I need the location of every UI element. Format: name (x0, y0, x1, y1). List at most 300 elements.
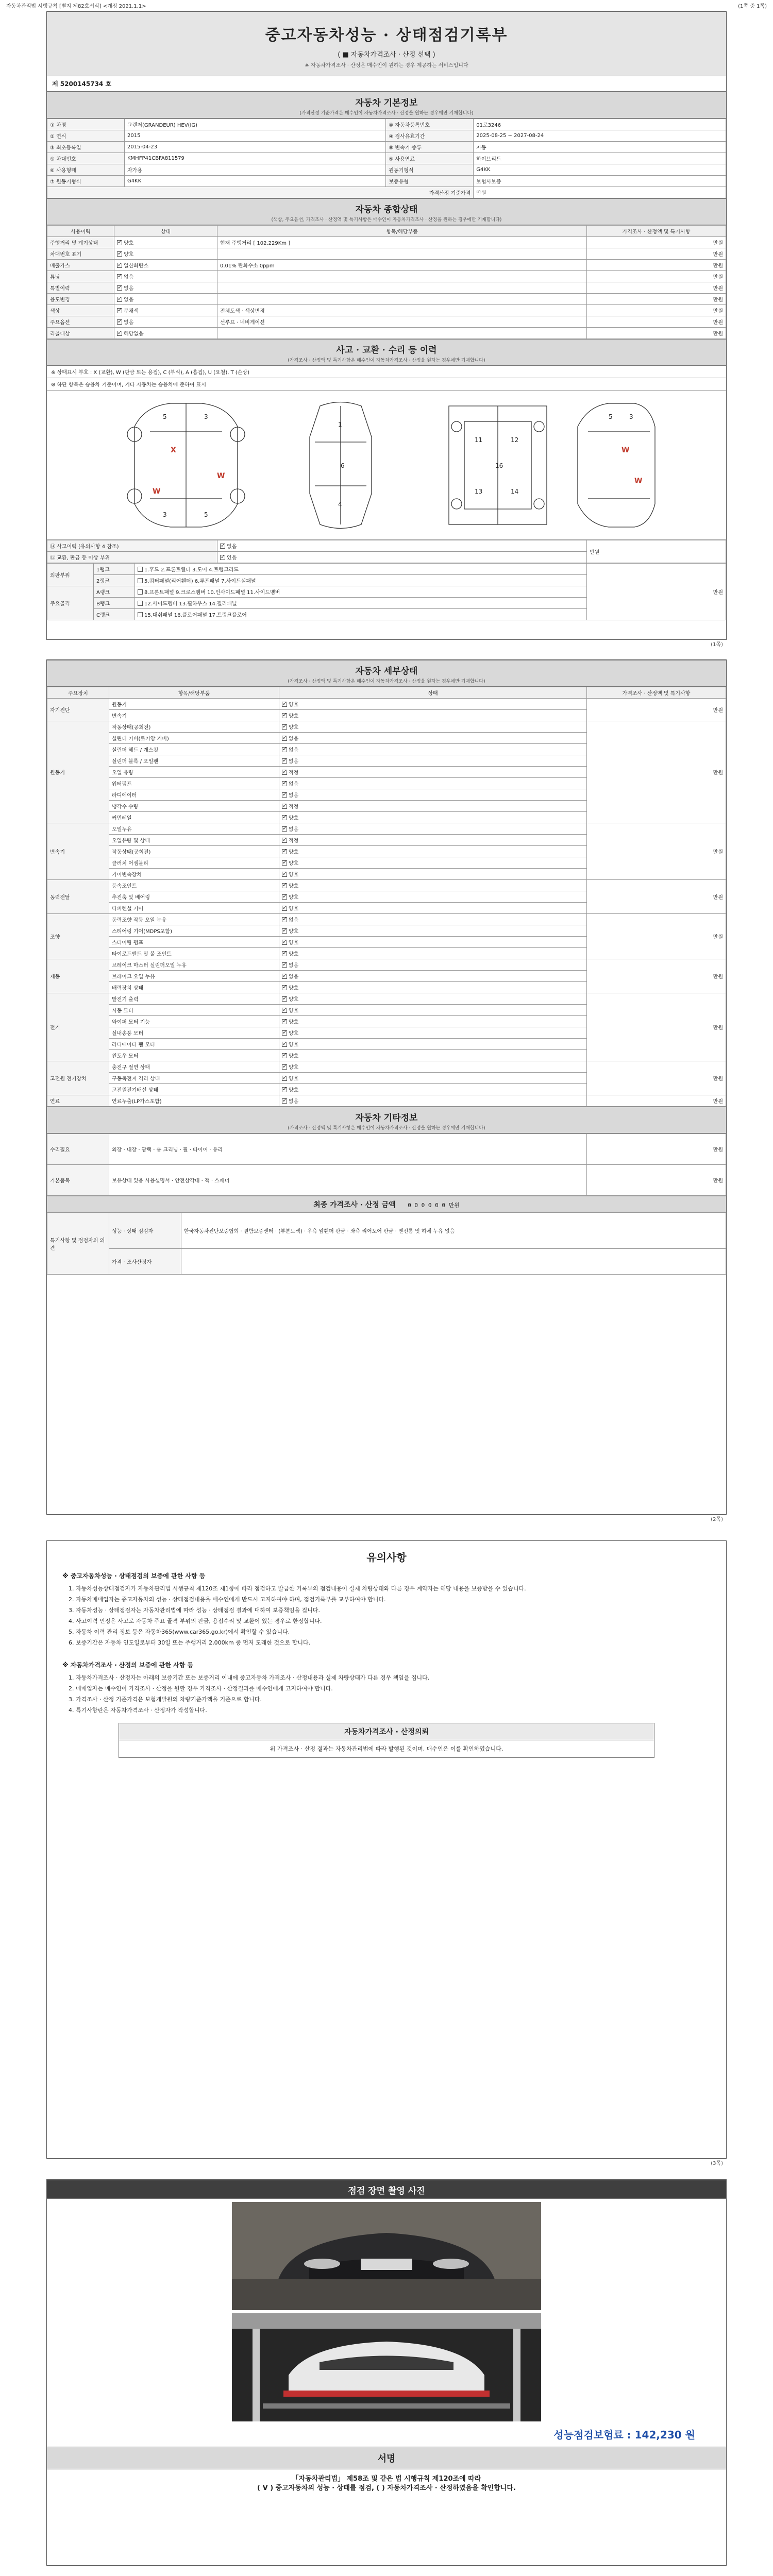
final-fee-value: 0 0 0 0 0 0 만원 (408, 1202, 460, 1209)
detail-state-label: 없음 (289, 974, 299, 980)
accident-legend: ※ 상태표시 부호 : X (교환), W (판금 또는 용접), C (부식), A (흠집), U (요철), T (손상) (47, 366, 726, 378)
overall-name: 차대번호 표기 (47, 248, 114, 260)
page-three (46, 1540, 727, 2166)
overall-name: 배출가스 (47, 260, 114, 271)
basic-label: ⑨ 사용연료 (386, 153, 474, 164)
overall-state-label: 없음 (124, 275, 134, 280)
document-number (47, 76, 726, 92)
rank-items (135, 586, 587, 598)
etc-row (47, 1165, 726, 1196)
detail-state (279, 959, 587, 971)
car-side-right (578, 403, 655, 527)
check-icon (282, 940, 287, 945)
detail-group: 고전원 전기장치 (47, 1061, 109, 1095)
check-icon (117, 274, 122, 279)
check-icon (282, 1019, 287, 1024)
check-icon (282, 985, 287, 990)
check-icon (282, 1030, 287, 1036)
detail-state (279, 948, 587, 959)
accident-remark: 만원 (587, 540, 726, 563)
etc-row (47, 1134, 726, 1165)
overall-state (114, 294, 217, 305)
rank-row (47, 564, 726, 575)
check-icon (117, 319, 122, 325)
detail-row (47, 993, 726, 1005)
svg-text:11: 11 (475, 436, 483, 444)
basic-value: 보험사보증 (474, 176, 726, 187)
rank-items-text: 8.프론트패널 9.크로스멤버 10.인사이드패널 11.사이드멤버 (144, 590, 280, 596)
final-fee-title: 최종 가격조사 · 산정 금액 (313, 1201, 396, 1209)
check-icon (117, 240, 122, 245)
detail-state (279, 699, 587, 710)
detail-item: 오일유량 및 상태 (109, 835, 279, 846)
detail-state (279, 710, 587, 721)
document-subtitle: ( ■ 자동차가격조사 · 산정 선택 ) (338, 51, 435, 59)
detail-state (279, 812, 587, 823)
price-request-body: 위 가격조사 · 산정 결과는 자동차관리법에 따라 발행된 것이며, 매수인은 이를 확인하였습니다. (270, 1745, 503, 1752)
basic-label: ② 연식 (47, 130, 125, 142)
form-reference: 자동차관리법 시행규칙 [별지 제82호서식] <개정 2021.1.1> (6, 4, 146, 9)
basic-label: 보증유형 (386, 176, 474, 187)
detail-state-label: 없음 (289, 736, 299, 742)
detail-state (279, 1095, 587, 1107)
overall-remark: 만원 (587, 294, 726, 305)
top-bar (0, 0, 773, 9)
basic-value: 자동 (474, 142, 726, 153)
page-one (46, 11, 727, 648)
detail-state-label: 양호 (289, 1008, 299, 1014)
detail-item: 시동 모터 (109, 1005, 279, 1016)
overall-state (114, 248, 217, 260)
check-icon (282, 713, 287, 718)
check-icon (117, 263, 122, 268)
detail-item: 발전기 출력 (109, 993, 279, 1005)
check-icon (282, 962, 287, 968)
check-icon (282, 838, 287, 843)
detail-item: 브레이크 오일 누유 (109, 971, 279, 982)
detail-item: 등속조인트 (109, 880, 279, 891)
notice-item: 2. 자동차매매업자는 중고자동차의 성능 · 상태점검내용을 매수인에게 반드시 고지하여야 하며, 점검기록부를 교부하여야 합니다. (69, 1596, 386, 1603)
check-icon (282, 758, 287, 764)
detail-item: 충전구 절연 상태 (109, 1061, 279, 1073)
opinion-text-2 (181, 1249, 726, 1275)
basic-value: G4KK (474, 164, 726, 176)
etc-name: 수리필요 (47, 1134, 109, 1165)
detail-state (279, 721, 587, 733)
detail-row (47, 699, 726, 710)
opinion-text-1: 한국자동차진단보증협회 · 결함보증센터 · (부분도색) · 우측 앞휀더 판금 · 좌측 리어도어 판금 · 엔진룸 및 하체 누유 없음 (181, 1213, 726, 1249)
detail-item: 오일누유 (109, 823, 279, 835)
check-icon (282, 928, 287, 934)
etc-note: (가격조사 · 산정액 및 특기사항은 매수인이 자동차가격조사 · 산정을 원하는 경우에만 기재합니다) (288, 1126, 485, 1131)
detail-item: 고전원전기배선 상태 (109, 1084, 279, 1095)
check-icon (282, 1098, 287, 1104)
detail-state (279, 891, 587, 903)
check-icon (117, 331, 122, 336)
svg-text:5: 5 (163, 413, 167, 420)
detail-state-label: 없음 (289, 748, 299, 753)
accident-title: 사고 · 교환 · 수리 등 이력 (336, 345, 437, 355)
opinion-sub-1: 성능 · 상태 점검자 (109, 1213, 181, 1249)
detail-item: 동력조향 작동 오일 누유 (109, 914, 279, 925)
overall-remark: 만원 (587, 305, 726, 316)
overall-remark: 만원 (587, 328, 726, 339)
notice-item: 1. 자동차가격조사 · 산정자는 아래의 보증기간 또는 보증거리 이내에 중고자동차 가격조사 · 산정내용과 실제 차량상태가 다른 경우 책임을 집니다. (69, 1674, 430, 1681)
accident-table (47, 540, 726, 563)
detail-col-state: 상태 (279, 687, 587, 699)
rank-items (135, 575, 587, 586)
detail-state (279, 767, 587, 778)
overall-state-label: 양호 (124, 252, 134, 258)
detail-state-label: 양호 (289, 1076, 299, 1082)
detail-item: 구동축전지 격리 상태 (109, 1073, 279, 1084)
rank-items (135, 598, 587, 609)
check-icon (282, 826, 287, 832)
detail-state (279, 744, 587, 755)
notice-item: 5. 자동차 이력 관리 정보 등은 자동차365(www.car365.go.kr)에서 확인할 수 있습니다. (69, 1629, 290, 1635)
detail-state-label: 양호 (289, 872, 299, 878)
check-icon (282, 792, 287, 798)
detail-state-label: 양호 (289, 1042, 299, 1048)
overall-col-remark: 가격조사 · 산정액 및 특기사항 (587, 226, 726, 237)
check-icon (282, 860, 287, 866)
detail-state (279, 971, 587, 982)
detail-item: 실린더 헤드 / 개스킷 (109, 744, 279, 755)
detail-row (47, 880, 726, 891)
notice-item: 1. 자동차성능상태점검자가 자동차관리법 시행규칙 제120조 제1항에 따라 점검하고 발급한 기록부의 점검내용이 실제 차량상태와 다른 경우 계약자는 해당 내용을 보증받을 수 있습니다. (69, 1585, 526, 1592)
check-icon (282, 781, 287, 786)
doc-no-label: 제 (52, 80, 58, 88)
check-icon (282, 747, 287, 752)
insurance-fee-label: 성능점검보험료 (553, 2429, 624, 2441)
svg-text:14: 14 (511, 488, 519, 495)
svg-text:5: 5 (609, 413, 613, 420)
overall-name: 주행거리 및 계기상태 (47, 237, 114, 248)
detail-header (47, 660, 726, 687)
overall-state-label: 없음 (124, 297, 134, 303)
detail-item: 스티어링 펌프 (109, 937, 279, 948)
detail-state-label: 양호 (289, 714, 299, 719)
detail-state-label: 양호 (289, 952, 299, 957)
document-header (47, 12, 726, 76)
etc-remark: 만원 (587, 1165, 726, 1196)
rank-items-text: 12.사이드멤버 13.휠하우스 14.필러패널 (144, 601, 237, 607)
detail-item: 실린더 커버(로커암 커버) (109, 733, 279, 744)
page-number-1: (1쪽) (711, 642, 723, 648)
detail-item: 작동상태(공회전) (109, 721, 279, 733)
detail-state (279, 914, 587, 925)
detail-note: (가격조사 · 산정액 및 특기사항은 매수인이 자동차가격조사 · 산정을 원하는 경우에만 기재합니다) (288, 679, 485, 684)
detail-state (279, 857, 587, 869)
inspection-photo-1 (232, 2202, 541, 2310)
mark-w-3: W (621, 446, 630, 454)
overall-detail: 현재 주행거리 [ 102,229Km ] (217, 237, 587, 248)
page-count: (1쪽 중 1쪽) (738, 4, 767, 9)
detail-state (279, 925, 587, 937)
overall-col-item: 항목/해당부품 (217, 226, 587, 237)
notice-item: 3. 가격조사 · 산정 기준가격은 보험개발원의 차량기준가액을 기준으로 합니다. (69, 1696, 262, 1703)
notice-item: 3. 자동차성능 · 상태점검자는 자동차관리법에 따라 성능 · 상태점검 결과에 대하여 보증책임을 집니다. (69, 1607, 320, 1614)
notice-sub-1: ※ 중고자동차성능 · 상태점검의 보증에 관한 사항 등 (62, 1572, 206, 1580)
detail-row (47, 1061, 726, 1073)
detail-state-label: 양호 (289, 997, 299, 1003)
doc-no-suffix: 호 (105, 80, 112, 88)
svg-text:1: 1 (338, 421, 342, 428)
detail-state-label: 양호 (289, 1088, 299, 1093)
photo-car-front (232, 2202, 541, 2310)
check-icon (117, 251, 122, 257)
detail-item: 스티어링 기어(MDPS포함) (109, 925, 279, 937)
signature-line-1: 「자동차관리법」 제58조 및 같은 법 시행규칙 제120조에 따라 (292, 2475, 481, 2483)
detail-group: 변속기 (47, 823, 109, 880)
overall-detail (217, 282, 587, 294)
page-two (46, 659, 727, 1522)
basic-label: 원동기형식 (386, 164, 474, 176)
detail-remark: 만원 (587, 1061, 726, 1095)
rank-items (135, 609, 587, 620)
detail-item: 커먼레일 (109, 812, 279, 823)
photo-car-lift (232, 2313, 541, 2421)
svg-text:16: 16 (495, 462, 503, 469)
detail-row (47, 959, 726, 971)
rank-items (135, 564, 587, 575)
signature-line-2: ( V ) 중고자동차의 성능 · 상태를 점검, ( ) 자동차가격조사 · 산정하였음을 확인합니다. (257, 2484, 516, 2492)
svg-text:3: 3 (204, 413, 208, 420)
detail-state-label: 없음 (289, 1099, 299, 1105)
detail-item: 워터펌프 (109, 778, 279, 789)
basic-label: ① 차명 (47, 119, 125, 130)
overall-name: 리콜대상 (47, 328, 114, 339)
overall-detail (217, 328, 587, 339)
check-icon (282, 804, 287, 809)
basic-value: 하이브리드 (474, 153, 726, 164)
photos-title: 점검 장면 촬영 사진 (348, 2186, 425, 2196)
check-icon (282, 1064, 287, 1070)
detail-state (279, 1061, 587, 1073)
overall-row (47, 260, 726, 271)
basic-label: ⑩ 자동차등록번호 (386, 119, 474, 130)
detail-remark: 만원 (587, 959, 726, 993)
detail-row (47, 1095, 726, 1107)
overall-remark: 만원 (587, 271, 726, 282)
detail-state-label: 양호 (289, 906, 299, 912)
overall-row (47, 294, 726, 305)
basic-info-table (47, 118, 726, 198)
detail-state-label: 양호 (289, 1054, 299, 1059)
basic-info-row (47, 119, 726, 130)
overall-name: 용도변경 (47, 294, 114, 305)
detail-state (279, 993, 587, 1005)
detail-state-label: 양호 (289, 1065, 299, 1071)
detail-item: 클러치 어셈블리 (109, 857, 279, 869)
overall-detail (217, 248, 587, 260)
check-icon (282, 974, 287, 979)
detail-state (279, 1084, 587, 1095)
etc-items: 외장 · 내장 · 광택 · 룸 크리닝 · 휠 · 타이어 · 유리 (109, 1134, 587, 1165)
detail-item: 윈도우 모터 (109, 1050, 279, 1061)
doc-no-value: 5200145734 (60, 80, 104, 88)
detail-title: 자동차 세부상태 (355, 666, 418, 676)
basic-label: ③ 최초등록일 (47, 142, 125, 153)
overall-remark: 만원 (587, 248, 726, 260)
overall-state (114, 260, 217, 271)
notice-list-2 (47, 1672, 726, 1716)
check-icon (282, 996, 287, 1002)
detail-state-label: 양호 (289, 702, 299, 708)
detail-group: 전기 (47, 993, 109, 1061)
detail-state (279, 1073, 587, 1084)
check-icon (117, 308, 122, 313)
overall-table (47, 225, 726, 339)
detail-remark: 만원 (587, 721, 726, 823)
overall-state-label: 일산화탄소 (124, 263, 149, 269)
check-icon (117, 285, 122, 291)
detail-row (47, 823, 726, 835)
svg-text:12: 12 (511, 436, 519, 444)
svg-text:6: 6 (341, 462, 345, 469)
overall-remark: 만원 (587, 316, 726, 328)
accident-note: (가격조사 · 산정액 및 특기사항은 매수인이 자동차가격조사 · 산정을 원하는 경우에만 기재합니다) (288, 358, 485, 363)
svg-text:3: 3 (163, 511, 167, 518)
basic-info-row (47, 176, 726, 187)
overall-row (47, 316, 726, 328)
svg-text:5: 5 (204, 511, 208, 518)
car-diagram (114, 396, 660, 535)
mark-x: X (171, 446, 176, 454)
detail-item: 배력장치 상태 (109, 982, 279, 993)
overall-row (47, 305, 726, 316)
overall-name: 튜닝 (47, 271, 114, 282)
repair-area-label: ⑮ 교환, 판금 등 이상 부위 (47, 552, 217, 563)
check-icon (117, 297, 122, 302)
overall-row (47, 248, 726, 260)
overall-state-label: 없음 (124, 286, 134, 292)
detail-state (279, 1050, 587, 1061)
detail-state-label: 양호 (289, 861, 299, 867)
accident-header (47, 339, 726, 366)
overall-row (47, 237, 726, 248)
detail-state-label: 없음 (289, 782, 299, 787)
detail-state (279, 937, 587, 948)
overall-state-label: 무채색 (124, 309, 139, 314)
detail-state (279, 1016, 587, 1027)
detail-state (279, 982, 587, 993)
insurance-fee-value: 142,230 원 (634, 2429, 695, 2441)
basic-info-note: (가격산정 기준가격은 매수인이 자동차가격조사 · 산정을 원하는 경우에만 기재합니다) (299, 111, 474, 116)
check-icon (282, 883, 287, 888)
overall-note: (색상, 주요옵션, 가격조사 · 산정액 및 특기사항은 매수인이 자동차가격조사 · 산정을 원하는 경우에만 기재합니다) (271, 217, 502, 223)
notice-item: 4. 사고이력 인정은 사고로 자동차 주요 골격 부위의 판금, 용접수리 및 교환이 있는 경우로 한정합니다. (69, 1618, 322, 1624)
notice-title: 유의사항 (366, 1551, 407, 1564)
detail-state-label: 양호 (289, 929, 299, 935)
overall-detail: 전체도색 · 색상변경 (217, 305, 587, 316)
basic-info-row (47, 153, 726, 164)
detail-item: 라디에이터 팬 모터 (109, 1039, 279, 1050)
svg-text:13: 13 (475, 488, 483, 495)
rank-label: B랭크 (94, 598, 135, 609)
basic-value: 01로3246 (474, 119, 726, 130)
overall-remark: 만원 (587, 237, 726, 248)
detail-state (279, 1027, 587, 1039)
overall-state (114, 316, 217, 328)
detail-item: 라디에이터 (109, 789, 279, 801)
detail-item: 기어변속장치 (109, 869, 279, 880)
detail-remark: 만원 (587, 880, 726, 914)
basic-value: 2015-04-23 (125, 142, 386, 153)
checkbox-icon (138, 601, 143, 606)
basic-label: ④ 검사유효기간 (386, 130, 474, 142)
basic-label: ⑧ 변속기 종류 (386, 142, 474, 153)
inspection-photo-2 (232, 2313, 541, 2421)
check-icon (282, 1076, 287, 1081)
document-title: 중고자동차성능 · 상태점검기록부 (265, 26, 508, 44)
basic-info-row (47, 164, 726, 176)
detail-group: 조향 (47, 914, 109, 959)
opinion-sub-2: 가격 · 조사산정자 (109, 1249, 181, 1275)
opinion-table (47, 1212, 726, 1275)
accident-history-value: ✓ 없음 (217, 540, 587, 552)
basic-label: ⑥ 사용형태 (47, 164, 125, 176)
overall-state-label: 양호 (124, 241, 134, 246)
check-icon (282, 951, 287, 956)
detail-state-label: 적정 (289, 838, 299, 844)
detail-state-label: 적정 (289, 804, 299, 810)
overall-name: 특별이력 (47, 282, 114, 294)
overall-header (47, 198, 726, 225)
detail-item: 와이퍼 모터 기능 (109, 1016, 279, 1027)
detail-state (279, 880, 587, 891)
overall-detail (217, 294, 587, 305)
price-row (47, 187, 726, 198)
car-diagram-area (47, 391, 726, 540)
detail-state (279, 869, 587, 880)
notice-item: 4. 특기사항란은 자동차가격조사 · 산정자가 작성합니다. (69, 1707, 207, 1714)
detail-state (279, 733, 587, 744)
overall-title: 자동차 종합상태 (355, 205, 418, 215)
check-icon (282, 849, 287, 854)
check-icon (282, 702, 287, 707)
overall-state-label: 해당없음 (124, 331, 144, 337)
rank-table (47, 563, 726, 620)
signature-title: 서명 (47, 2447, 726, 2469)
check-icon (282, 724, 287, 730)
overall-col-state: 상태 (114, 226, 217, 237)
notice-sub-2: ※ 자동차가격조사 · 산정의 보증에 관한 사항 등 (62, 1662, 194, 1669)
detail-item: 냉각수 수량 (109, 801, 279, 812)
overall-remark: 만원 (587, 282, 726, 294)
detail-state (279, 1039, 587, 1050)
basic-value: 자가용 (125, 164, 386, 176)
overall-name: 주요옵션 (47, 316, 114, 328)
detail-state (279, 789, 587, 801)
detail-remark: 만원 (587, 993, 726, 1061)
detail-state-label: 없음 (289, 793, 299, 799)
detail-state-label: 양호 (289, 850, 299, 855)
overall-state (114, 305, 217, 316)
photos-header (47, 2180, 726, 2199)
opinion-label: 특기사항 및 점검자의 의견 (47, 1213, 109, 1275)
detail-state-label: 양호 (289, 725, 299, 731)
detail-group: 동력전달 (47, 880, 109, 914)
accident-history-label: ⑭ 사고이력 (유의사항 4 참조) (47, 540, 217, 552)
basic-value: 2015 (125, 130, 386, 142)
detail-state-label: 양호 (289, 986, 299, 991)
insurance-fee: 성능점검보험료 : 142,230 원 (553, 2429, 695, 2441)
detail-state-label: 적정 (289, 770, 299, 776)
detail-group: 원동기 (47, 721, 109, 823)
rank-label: C랭크 (94, 609, 135, 620)
rank-label: 2랭크 (94, 575, 135, 586)
